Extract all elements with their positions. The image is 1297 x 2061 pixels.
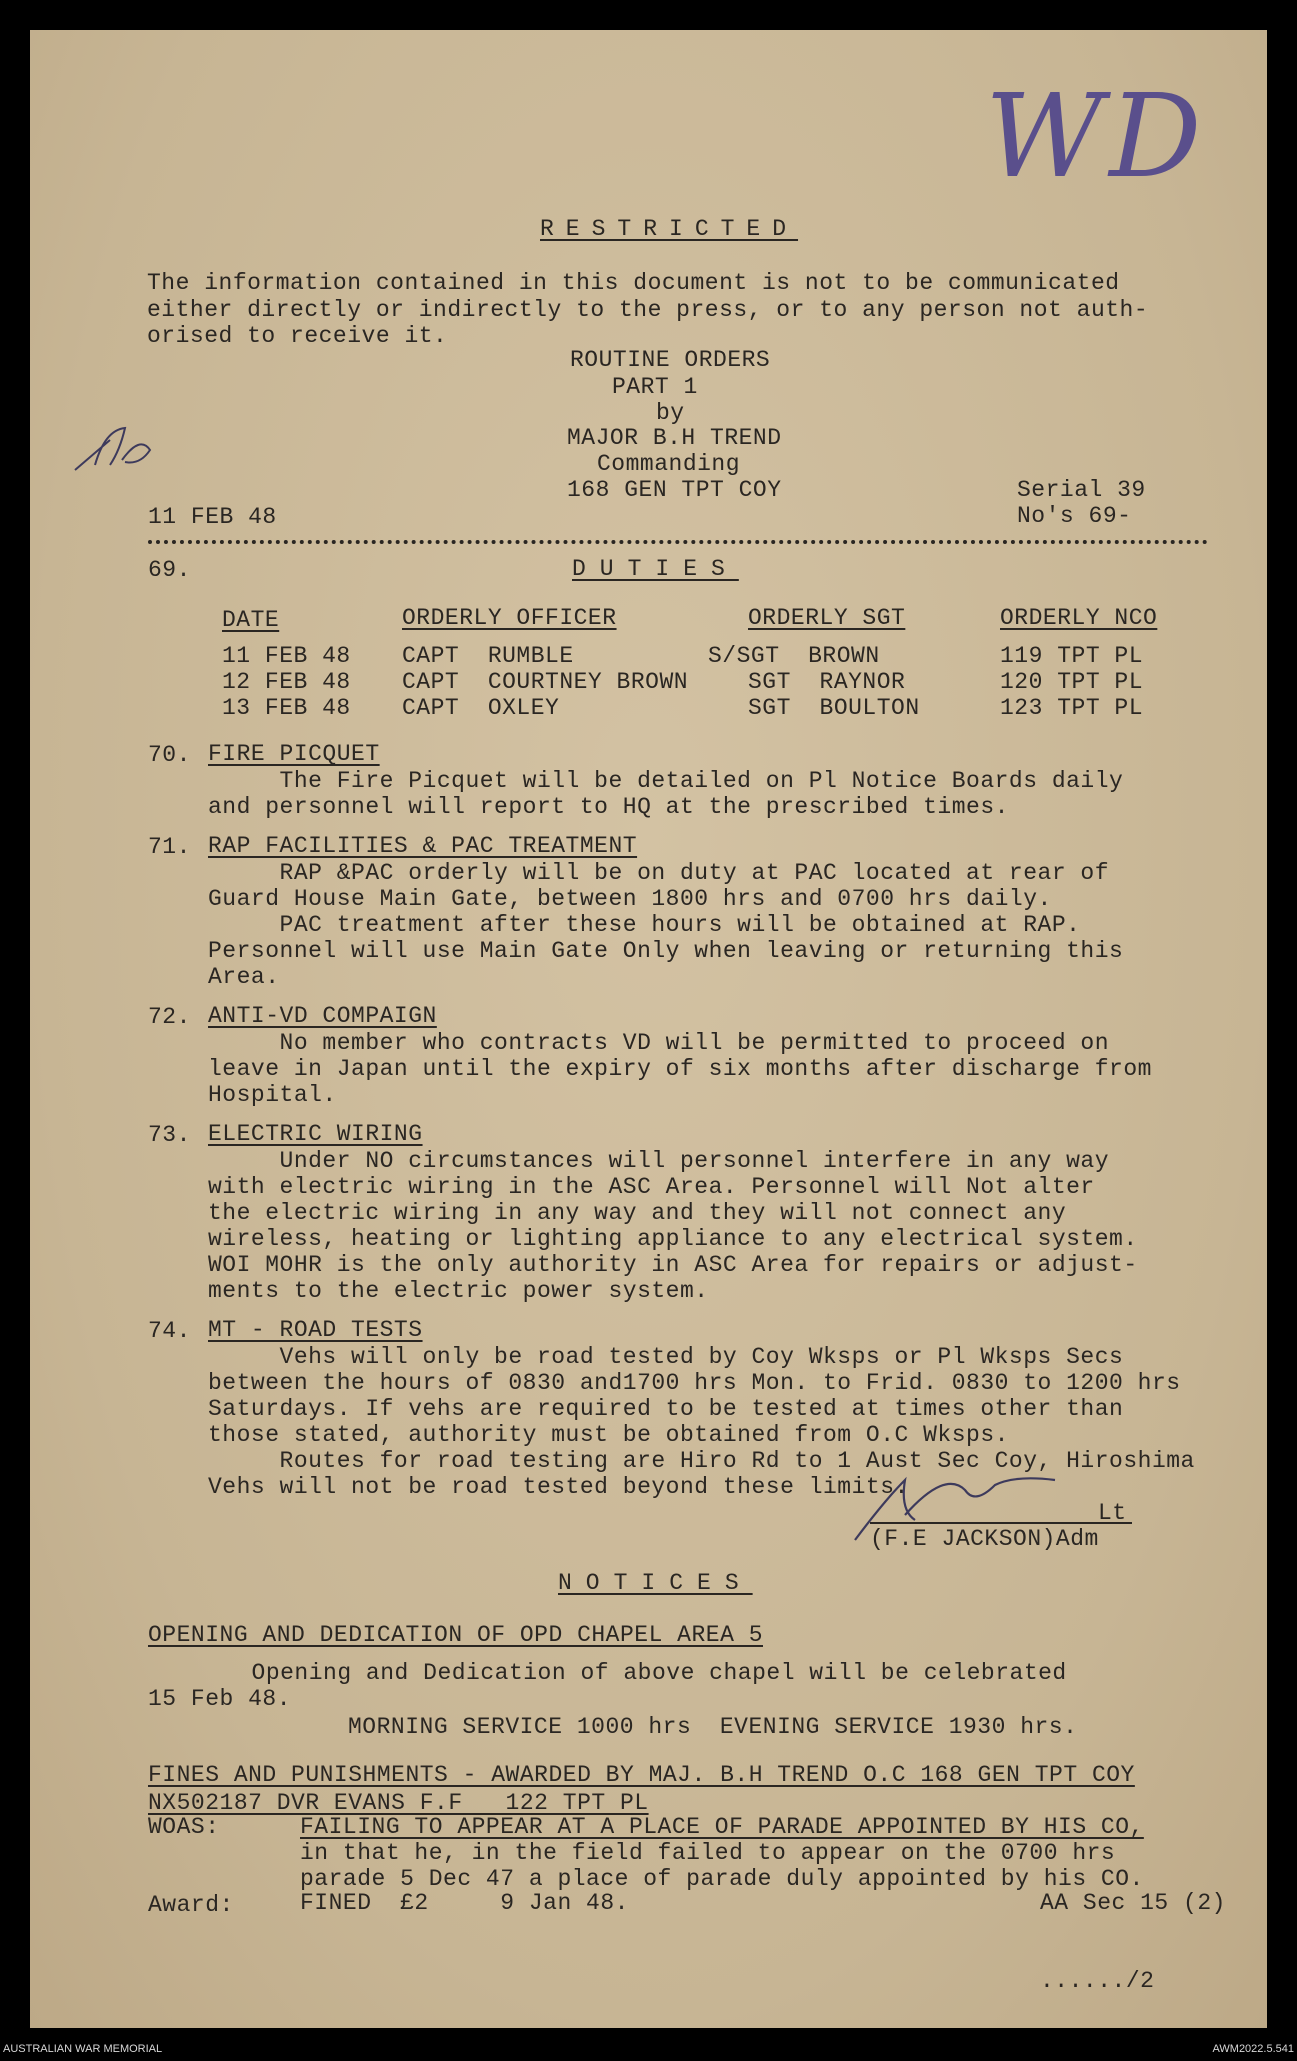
- order-71-title: RAP FACILITIES & PAC TREATMENT: [208, 833, 638, 859]
- chapel-line-1: Opening and Dedication of above chapel will be celebrated: [180, 1660, 1067, 1686]
- order-71-line: Guard House Main Gate, between 1800 hrs and 0700 hrs daily.: [208, 886, 1052, 912]
- duties-row-2-sgt: SGT RAYNOR: [748, 669, 906, 695]
- fines-heading: FINES AND PUNISHMENTS - AWARDED BY MAJ. B.H TREND O.C 168 GEN TPT COY: [148, 1762, 1135, 1788]
- order-70-line: and personnel will report to HQ at the prescribed times.: [208, 794, 1009, 820]
- duties-row-2-officer: CAPT COURTNEY BROWN: [402, 669, 689, 695]
- order-74-line: between the hours of 0830 and1700 hrs Mon. to Frid. 0830 to 1200 hrs: [208, 1370, 1181, 1396]
- chapel-heading: OPENING AND DEDICATION OF OPD CHAPEL AREA 5: [148, 1622, 763, 1648]
- order-73-line: Under NO circumstances will personnel interfere in any way: [208, 1148, 1110, 1174]
- order-70-number: 70.: [148, 742, 191, 768]
- order-71-number: 71.: [148, 834, 191, 860]
- order-74-number: 74.: [148, 1318, 191, 1344]
- header-date: 11 FEB 48: [148, 504, 277, 530]
- fines-woas-label: WOAS:: [148, 1814, 220, 1840]
- duties-row-1-nco: 119 TPT PL: [1000, 643, 1144, 669]
- continuation-marker: ....../2: [1040, 1968, 1155, 1994]
- duties-header-sgt: ORDERLY SGT: [748, 605, 906, 631]
- order-73-line: WOI MOHR is the only authority in ASC Area for repairs or adjust-: [208, 1252, 1138, 1278]
- header-by: by: [656, 400, 685, 426]
- order-74-title: MT - ROAD TESTS: [208, 1317, 423, 1343]
- notices-title: NOTICES: [558, 1570, 753, 1596]
- duties-header-officer: ORDERLY OFFICER: [402, 605, 617, 631]
- fines-award-label: Award:: [148, 1892, 234, 1918]
- header-nos: No's 69-: [1017, 503, 1132, 529]
- duties-header-nco: ORDERLY NCO: [1000, 605, 1158, 631]
- order-70-title: FIRE PICQUET: [208, 741, 380, 767]
- order-71-line: Personnel will use Main Gate Only when leaving or returning this: [208, 938, 1124, 964]
- order-73-line: ments to the electric power system.: [208, 1278, 709, 1304]
- order-73-line: wireless, heating or lighting appliance to any electrical system.: [208, 1226, 1138, 1252]
- duties-title: DUTIES: [572, 556, 739, 582]
- fines-award-value: FINED £2 9 Jan 48.: [300, 1890, 629, 1916]
- duties-row-3-sgt: SGT BOULTON: [748, 695, 920, 721]
- duties-row-3-officer: CAPT OXLEY: [402, 695, 560, 721]
- duties-row-1-sgt: S/SGT BROWN: [708, 643, 880, 669]
- duties-number: 69.: [148, 557, 191, 583]
- footer-institution: AUSTRALIAN WAR MEMORIAL: [3, 2043, 163, 2055]
- fines-woas-line: FAILING TO APPEAR AT A PLACE OF PARADE APPOINTED BY HIS CO,: [300, 1814, 1144, 1840]
- order-74-line: those stated, authority must be obtained from O.C Wksps.: [208, 1422, 1009, 1448]
- order-74-line: Vehs will only be road tested by Coy Wksps or Pl Wksps Secs: [208, 1344, 1124, 1370]
- header-commander: MAJOR B.H TREND: [567, 425, 782, 451]
- duties-row-2-nco: 120 TPT PL: [1000, 669, 1144, 695]
- order-72-line: No member who contracts VD will be permitted to proceed on: [208, 1030, 1110, 1056]
- duties-header-date: DATE: [222, 607, 280, 633]
- header-part: PART 1: [612, 374, 698, 400]
- chapel-services: MORNING SERVICE 1000 hrs EVENING SERVICE 1930 hrs.: [348, 1714, 1078, 1740]
- fines-woas-line: in that he, in the field failed to appear on the 0700 hrs: [300, 1840, 1116, 1866]
- restriction-notice-line-1: The information contained in this document is not to be communicated: [147, 270, 1120, 296]
- handwritten-wd-mark: WD: [985, 70, 1208, 204]
- footer-accession: AWM2022.5.541: [1212, 2043, 1294, 2055]
- chapel-line-2: 15 Feb 48.: [148, 1686, 292, 1712]
- signature-line: [870, 1522, 1132, 1524]
- fines-woas-line: parade 5 Dec 47 a place of parade duly appointed by his CO.: [300, 1866, 1144, 1892]
- signature-rank: Lt: [1098, 1500, 1127, 1526]
- order-71-line: PAC treatment after these hours will be obtained at RAP.: [208, 912, 1081, 938]
- order-72-line: Hospital.: [208, 1082, 337, 1108]
- fines-soldier: NX502187 DVR EVANS F.F 122 TPT PL: [148, 1790, 649, 1816]
- order-74-line: Vehs will not be road tested beyond these limits.: [208, 1474, 909, 1500]
- order-73-line: the electric wiring in any way and they will not connect any: [208, 1200, 1067, 1226]
- order-70-line: The Fire Picquet will be detailed on Pl Notice Boards daily: [208, 768, 1124, 794]
- signature-name: (F.E JACKSON)Adm: [870, 1526, 1099, 1552]
- order-73-title: ELECTRIC WIRING: [208, 1121, 423, 1147]
- initials-scribble: [70, 420, 160, 480]
- dotted-separator: [148, 540, 1208, 544]
- order-71-line: RAP &PAC orderly will be on duty at PAC located at rear of: [208, 860, 1110, 886]
- restriction-notice-line-2: either directly or indirectly to the press, or to any person not auth-: [147, 297, 1149, 323]
- duties-row-3-date: 13 FEB 48: [222, 695, 351, 721]
- restriction-notice-line-3: orised to receive it.: [147, 323, 448, 349]
- header-routine-orders: ROUTINE ORDERS: [570, 347, 771, 373]
- header-unit: 168 GEN TPT COY: [567, 477, 782, 503]
- duties-row-2-date: 12 FEB 48: [222, 669, 351, 695]
- order-71-line: Area.: [208, 964, 280, 990]
- order-72-line: leave in Japan until the expiry of six months after discharge from: [208, 1056, 1152, 1082]
- order-74-line: Routes for road testing are Hiro Rd to 1 Aust Sec Coy, Hiroshima: [208, 1448, 1195, 1474]
- fines-reference: AA Sec 15 (2): [1040, 1890, 1226, 1916]
- duties-row-1-date: 11 FEB 48: [222, 643, 351, 669]
- order-72-title: ANTI-VD COMPAIGN: [208, 1003, 437, 1029]
- header-commanding: Commanding: [597, 451, 741, 477]
- classification-heading: RESTRICTED: [540, 216, 799, 242]
- order-74-line: Saturdays. If vehs are required to be tested at times other than: [208, 1396, 1124, 1422]
- order-73-number: 73.: [148, 1122, 191, 1148]
- duties-row-1-officer: CAPT RUMBLE: [402, 643, 574, 669]
- order-72-number: 72.: [148, 1004, 191, 1030]
- order-73-line: with electric wiring in the ASC Area. Personnel will Not alter: [208, 1174, 1095, 1200]
- duties-row-3-nco: 123 TPT PL: [1000, 695, 1144, 721]
- header-serial: Serial 39: [1017, 477, 1146, 503]
